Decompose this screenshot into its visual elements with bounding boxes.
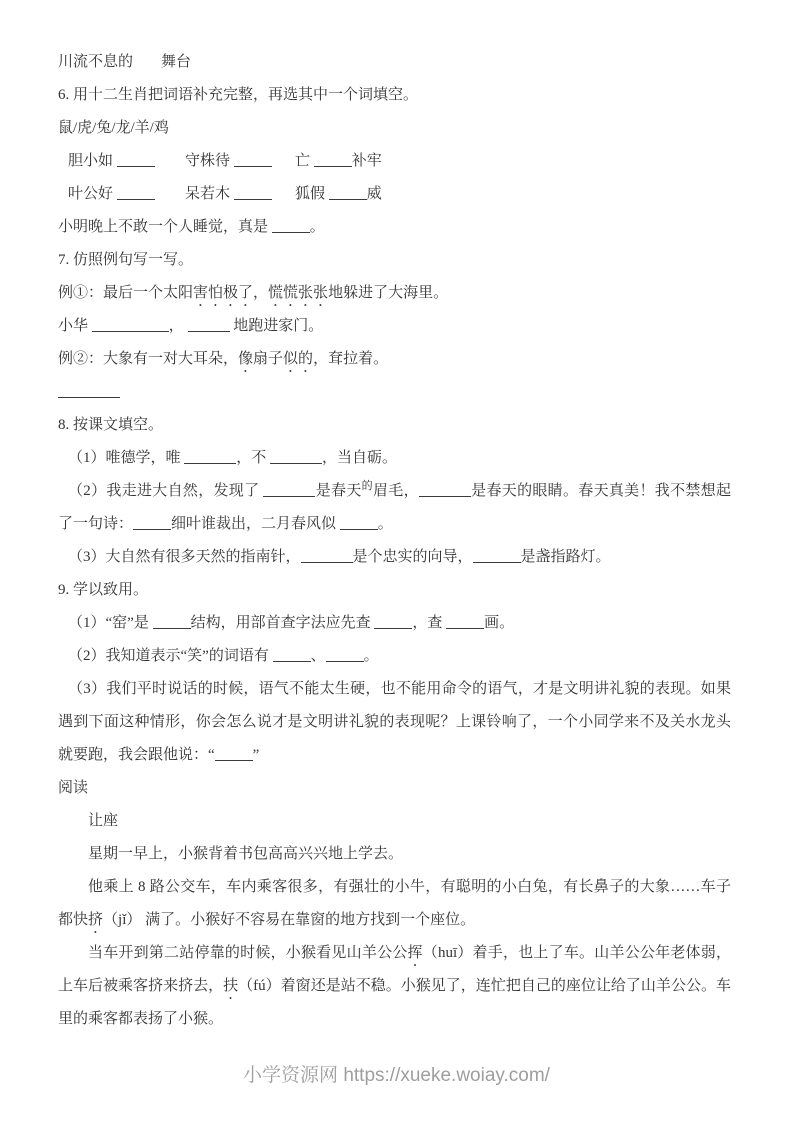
spacer <box>133 65 161 66</box>
text-run: 。 <box>363 648 379 664</box>
emphasized-text: 似的 <box>283 351 314 367</box>
phrase-cell <box>68 145 185 178</box>
q8-sub-1 <box>58 442 731 475</box>
blank-line <box>184 450 236 464</box>
text-run: ， <box>168 318 188 334</box>
text-run: 当车开到第二站停靠的时候，小猴看见山羊公公 <box>88 945 408 961</box>
text-run: （2）我知道表示“笑”的词语有 <box>68 648 273 664</box>
text-run: 地跑进家门。 <box>229 318 324 334</box>
text-run: （3）我们平时说话的时候，语气不能太生硬，也不能用命令的语气，才是文明讲礼貌的表现。如果遇到下面这种情形，你会怎么说才是文明讲礼貌的表现呢？上课铃响了，一个小同学来不及关水龙头就要跑，我会跟他说：“ <box>58 681 731 763</box>
q6-zodiac-options <box>58 112 731 145</box>
blank-line <box>473 549 521 563</box>
text-run: 狐假 <box>295 186 329 202</box>
text-run: （jǐ） 满了。小猴好不容易在靠窗的地方找到一个座位。 <box>103 912 476 928</box>
reading-para-2 <box>58 871 731 937</box>
blank-line <box>419 483 471 497</box>
emphasized-text: 挥 <box>407 945 423 961</box>
text-run: 鼠/虎/兔/龙/羊/鸡 <box>58 120 169 136</box>
phrase-cell <box>185 145 295 178</box>
text-run: ，不 <box>236 450 271 466</box>
q8-number-title <box>58 409 731 442</box>
text-run: 胆小如 <box>68 153 117 169</box>
q6-idiom-row-2 <box>58 178 731 211</box>
text-run: ， <box>253 285 269 301</box>
text-run: 星期一早上，小猴背着书包高高兴兴地上学去。 <box>88 846 404 862</box>
blank-line <box>58 384 120 398</box>
blank-line <box>133 516 171 530</box>
emphasized-text: 挤 <box>88 912 104 928</box>
text-run: ，查 <box>412 615 447 631</box>
q6-fill-sentence <box>58 211 731 244</box>
q9-number-title <box>58 574 731 607</box>
text-run: 阅读 <box>58 780 89 796</box>
text-run: 是盏指路灯。 <box>520 549 611 565</box>
blank-line <box>273 648 311 662</box>
q8-sub-3 <box>58 541 731 574</box>
blank-line <box>263 483 315 497</box>
text-run: 小华 <box>58 318 92 334</box>
text-run: ，耷拉着。 <box>313 351 389 367</box>
blank-line <box>153 615 191 629</box>
text-run: （3）大自然有很多天然的指南针， <box>68 549 301 565</box>
text-run: ，当自砺。 <box>322 450 398 466</box>
q6-number-title <box>58 79 731 112</box>
text-run: 细叶谁裁出，二月春风似 <box>171 516 340 532</box>
text-run: 画。 <box>484 615 515 631</box>
q7-answer-line-1 <box>58 310 731 343</box>
text-run: （1）“窑”是 <box>68 615 153 631</box>
text-run: 是春天的眼睛。春天真美！我不禁想起了一句诗： <box>58 483 731 532</box>
text-run: ” <box>252 747 260 763</box>
blank-line <box>329 186 367 200</box>
reading-para-1 <box>58 838 731 871</box>
phrase-cell <box>68 178 185 211</box>
text-run: 结构，用部首查字法应先查 <box>190 615 375 631</box>
q9-sub-3 <box>58 673 731 772</box>
text-run: 。 <box>309 219 325 235</box>
text-run: 补牢 <box>351 153 382 169</box>
blank-line <box>340 516 378 530</box>
q7-example-1 <box>58 277 731 310</box>
text-run: 眉毛， <box>372 483 419 499</box>
blank-line <box>272 219 310 233</box>
q8-sub-2 <box>58 475 731 541</box>
blank-line <box>188 318 230 332</box>
superscript-text: 的 <box>361 480 373 492</box>
text-run: 8. 按课文填空。 <box>58 417 164 433</box>
blank-line <box>234 153 272 167</box>
reading-title <box>58 805 731 838</box>
text-run: 例②：大象有一对大耳朵， <box>58 351 239 367</box>
blank-line <box>117 186 155 200</box>
text-run: 让座 <box>88 813 119 829</box>
q7-answer-line-2 <box>58 376 731 409</box>
text-run: 守株待 <box>185 153 234 169</box>
phrase-cell <box>295 145 382 178</box>
site-watermark-text: 小学资源网 https://xueke.woiay.com/ <box>243 1065 550 1086</box>
blank-line <box>446 615 484 629</box>
text-run: 7. 仿照例句写一写。 <box>58 252 194 268</box>
q6-idiom-row-1 <box>58 145 731 178</box>
q7-example-2 <box>58 343 731 376</box>
emphasized-text: 扶 <box>223 978 239 994</box>
page-footer <box>0 1060 793 1087</box>
q5-leftover-line <box>58 46 731 79</box>
text-run: 地躲进了大海里。 <box>328 285 449 301</box>
text-run: （2）我走进大自然，发现了 <box>68 483 264 499</box>
q9-sub-1 <box>58 607 731 640</box>
blank-line <box>326 648 364 662</box>
reading-section-label <box>58 772 731 805</box>
text-run: 9. 学以致用。 <box>58 582 149 598</box>
text-run: （fú）着窗还是站不稳。小猴见了，连忙把自己的座位让给了山羊公公。车里的乘客都表扬了小猴。 <box>58 978 731 1027</box>
text-run: 例①：最后一个太阳 <box>58 285 194 301</box>
text-run: （1）唯德学，唯 <box>68 450 185 466</box>
text-run: 6. 用十二生肖把词语补充完整，再选其中一个词填空。 <box>58 87 419 103</box>
text-run: 。 <box>377 516 393 532</box>
blank-line <box>215 747 253 761</box>
blank-line <box>301 549 353 563</box>
blank-line <box>92 318 169 332</box>
text-run: （huī）着手，也上了车。山羊公公年老体弱，上车后被乘客挤来挤去， <box>58 945 731 994</box>
text-run: 是个忠实的向导， <box>352 549 473 565</box>
emphasized-text: 慌慌张张 <box>268 285 329 301</box>
blank-line <box>117 153 155 167</box>
text-run: 叶公好 <box>68 186 117 202</box>
blank-line <box>374 615 412 629</box>
blank-line <box>314 153 352 167</box>
q7-number-title <box>58 244 731 277</box>
text-run: 川流不息的 <box>58 54 134 70</box>
text-run: 、 <box>310 648 326 664</box>
text-run: 亡 <box>295 153 314 169</box>
text-run: 扇子 <box>253 351 284 367</box>
phrase-cell <box>295 178 382 211</box>
text-run: 他乘上 8 路公交车，车内乘客很多，有强壮的小牛，有聪明的小白兔，有长鼻子的大象……车子都快 <box>58 879 731 928</box>
blank-line <box>234 186 272 200</box>
emphasized-text: 像 <box>238 351 254 367</box>
blank-line <box>270 450 322 464</box>
text-run: 呆若木 <box>185 186 234 202</box>
text-run: 是春天 <box>315 483 362 499</box>
text-run: 舞台 <box>161 54 192 70</box>
reading-para-3 <box>58 937 731 1036</box>
phrase-cell <box>185 178 295 211</box>
emphasized-text: 害怕极了 <box>193 285 254 301</box>
text-run: 小明晚上不敢一个人睡觉，真是 <box>58 219 272 235</box>
text-run: 威 <box>366 186 382 202</box>
q9-sub-2 <box>58 640 731 673</box>
